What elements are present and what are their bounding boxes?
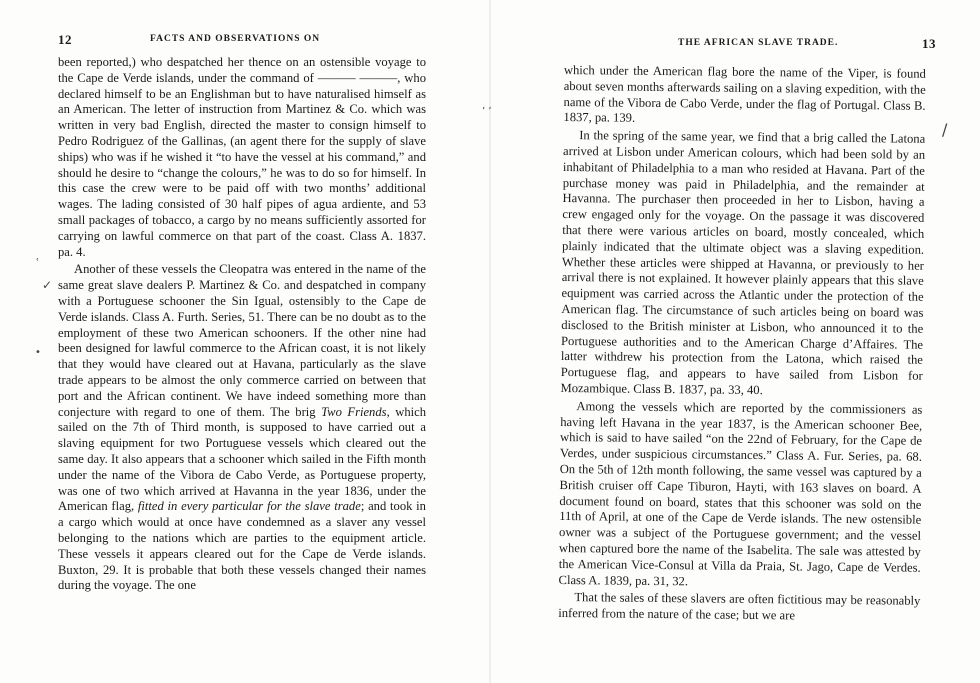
paragraph <box>563 63 926 130</box>
paragraph <box>561 128 926 400</box>
margin-check-mark: ✓ <box>42 278 53 292</box>
body-text <box>558 63 926 626</box>
margin-tick-mark: ’ ’ <box>482 106 492 117</box>
page-number: 13 <box>922 36 936 51</box>
text-run: In the spring of the same year, we find that a brig called the Latona arrived at Lisbon under American colours, which had been sold by an inhabitant of Philadelphia to a man who resided at Havana. Part of the purchase money was paid in Philadelphia, and the remainder at Havanna. The purchaser then proceeded in her to Lisbon, having a crew engaged only for the voyage. On the passage it was discovered that there were various articles on board, mostly concealed, which plainly indicated that the ultimate object was a slaving expedition. Whether these articles were shipped at Havanna, or previously to her arrival there is not explained. It however plainly appears that this slave equipment was carried across the Atlantic under the protection of the American flag. The circumstance of such articles being on board was disclosed to the British minister at Lisbon, who announced it to the Portuguese authorities and to the American Charge d’Affaires. The latter withdrew his protection from the Latona, which raised the Portuguese flag, and appears to have sailed from Lisbon for Mozambique. Class B. 1837, pa. 33, 40. <box>560 128 926 398</box>
text-run: ; and took in a cargo which would at once have condemned as a slaver any vessel belonging to the nations which are parties to the equipment article. These vessels it appears cleared out for the Cape de Verde islands. Buxton, 29. It is probable that both these vessels changed their names during the voyage. The one <box>58 499 426 593</box>
body-text <box>58 55 426 594</box>
page-number: 12 <box>58 32 72 47</box>
text-run: That the sales of these slavers are often fictitious may be reasonably inferred from the nature of the case; but we are <box>558 590 921 623</box>
text-run: Another of these vessels the Cleopatra was entered in the name of the same great slave dealers P. Martinez & Co. and despatched in company with a Portuguese schooner the Sin Igual, ostensibly to the Cape de Verde islands. Class A. Furth. Series, 51. There can be no doubt as to the employment of these two American schooners. If the other nine had been designed for lawful commerce to the African coast, it is not likely that they would have cleared out at Havana, particularly as the slave trade appears to be almost the only commerce carried on between that port and the African continent. We have indeed something more than conjecture with regard to one of them. The brig <box>58 262 426 419</box>
italic-run: fitted in every particular for the slave trade <box>137 499 361 514</box>
text-run: which under the American flag bore the name of the Viper, is found about seven months afterwards sailing on a slaving expedition, with the name of the Vibora de Cabo Verde, under the flag of Portugal. Class B. 1837, pa. 139. <box>563 63 926 126</box>
running-head: THE AFRICAN SLAVE TRADE. <box>678 38 839 48</box>
text-run: , which sailed on the 7th of Third month, is supposed to have carried out a slaving equipment for two Portuguese vessels which cleared out the same day. It also appears that a schooner which sailed in the Fifth month under the name of the Vibora de Cabo Verde, as Portuguese property, was one of two which arrived at Havanna in the year 1836, under the American flag, <box>58 404 427 514</box>
margin-bullet-mark: • <box>35 347 41 358</box>
text-run: been reported,) who despatched her thence on an ostensible voyage to the Cape de Verde islands, under the command of ——— ———, who declared himself to be an Englishman but to have naturalised himself as an American. The letter of instruction from Martinez & Co. which was written in very bad English, directed the master to consign himself to Pedro Rodriguez of the Gallinas, (an agent there for the supply of slave ships) who was if he wished it “to have the vessel at his command,” and should he desire to “change the colours,” he was to do so for himself. In this case the crew were to be paid off with two months’ additional wages. The lading consisted of 30 half pipes of agua ardiente, and 53 small packages of tobacco, a cargo by no means sufficiently assorted for carrying on lawful commerce on that part of the coast. Class A. 1837. pa. 4. <box>58 55 426 259</box>
paragraph <box>558 399 922 592</box>
margin-slash-mark: / <box>942 120 948 139</box>
paragraph <box>558 590 920 625</box>
paragraph <box>58 262 426 594</box>
paragraph <box>58 55 426 260</box>
running-head: FACTS AND OBSERVATIONS ON <box>150 34 321 44</box>
margin-tick-mark: ʿ <box>36 256 40 269</box>
text-run: Among the vessels which are reported by the commissioners as having left Havana in the year 1837, is the American schooner Bee, which is said to have sailed “on the 22nd of February, for the Cape de Verdes, under suspicious circumstances.” Class A. Fur. Series, pa. 68. On the 5th of 12th month following, the same vessel was captured by a British cruiser off Cape Tiburon, Hayti, with 163 slaves on board. A document found on board, states that this schooner was sold on the 11th of April, at one of the Cape de Verde islands. The new ostensible owner was a subject of the Portuguese government; and the vessel when captured bore the name of the Isabelita. The sale was attested by the American Vice-Consul at Villa da Praia, St. Jago, Cape de Verdes. Class A. 1839, pa. 31, 32. <box>558 398 923 588</box>
right-page <box>482 0 980 683</box>
italic-run: Two Friends <box>321 404 387 419</box>
